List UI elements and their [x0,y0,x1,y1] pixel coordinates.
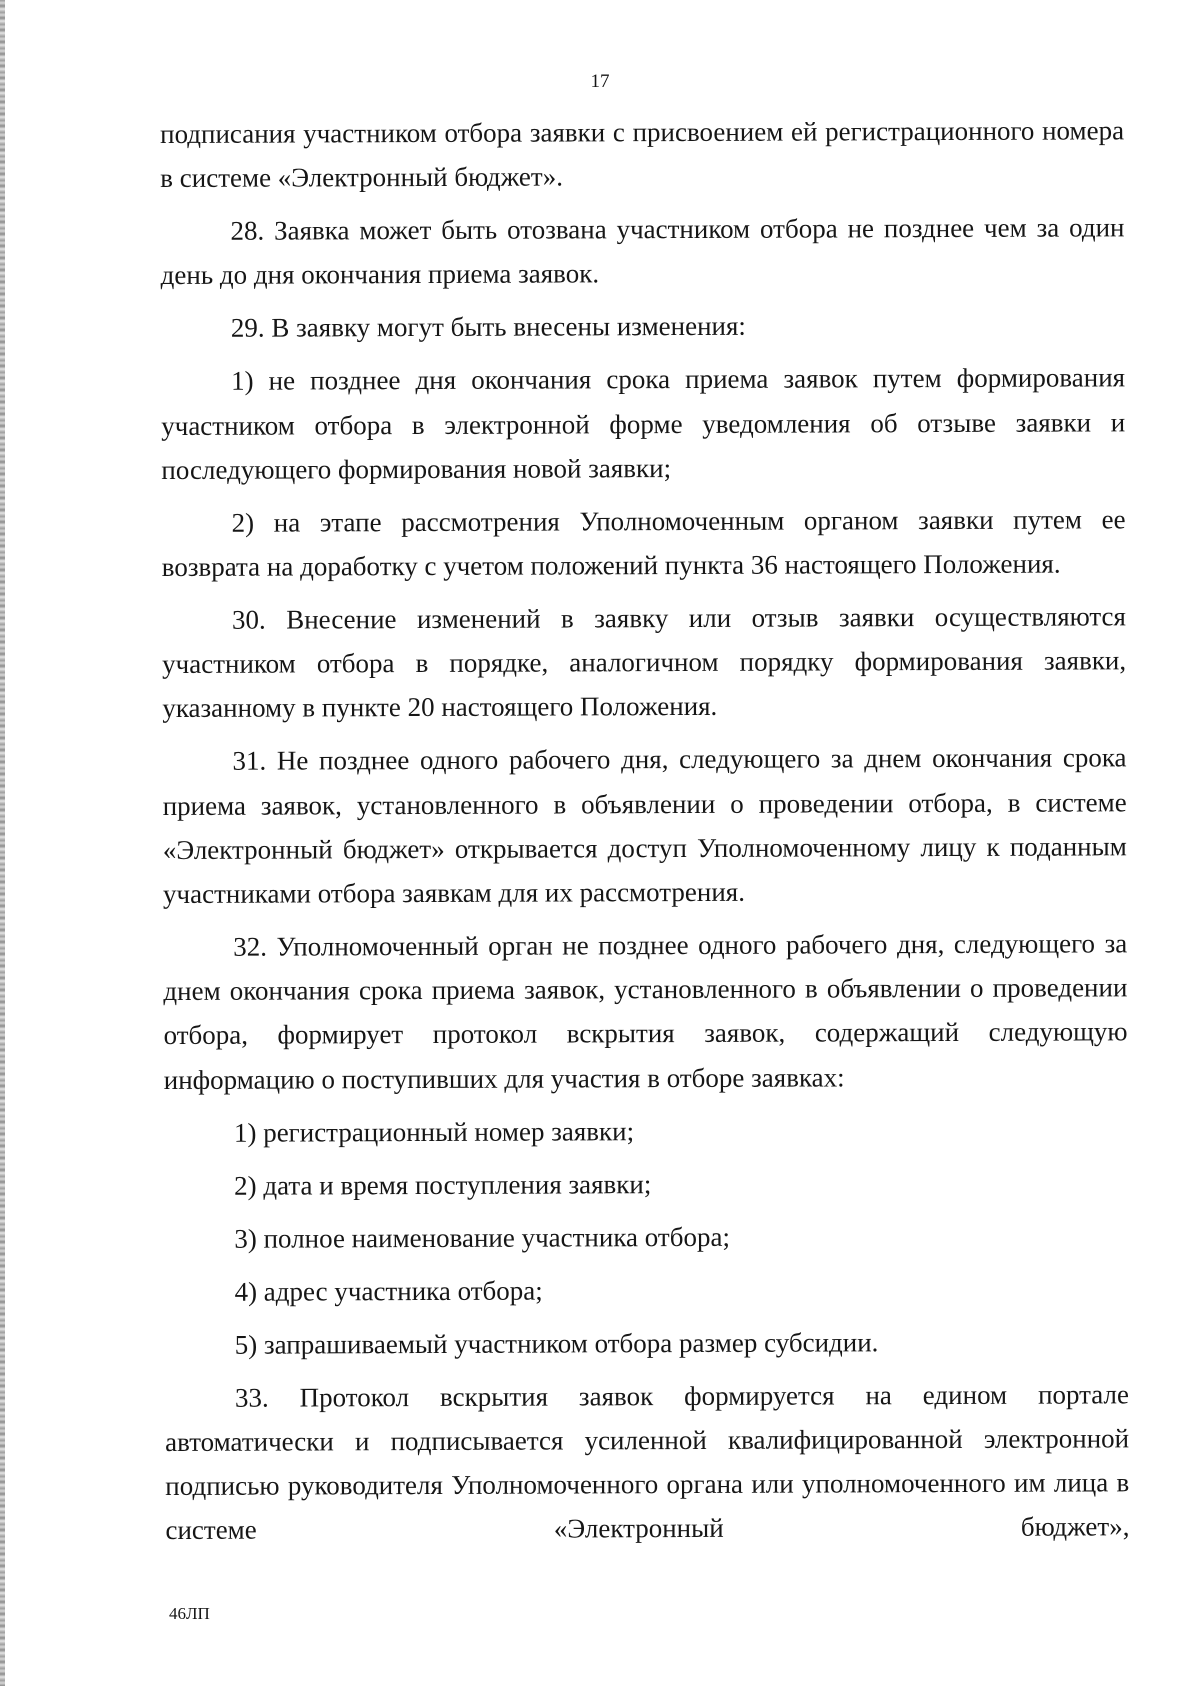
paragraph-32-item-3: 3) полное наименование участника отбора; [234,1221,730,1254]
paragraph-32-item-4: 4) адрес участника отбора; [234,1275,543,1307]
paragraph-32: 32. Уполномоченный орган не позднее одного рабочего дня, следующего за днем окончания срока приема заявок, установленного в объявлении о проведении отбора, формирует протокол вскрытия заявок, содержащий следующую информацию о поступивших для участия в отборе заявках: [163,928,1128,1095]
paragraph-32-item-2: 2) дата и время поступления заявки; [234,1168,652,1201]
paragraph-continuation: подписания участником отбора заявки с присвоением ей регистрационного номера в системе «Электронный бюджет». [160,115,1125,194]
paragraph-29-item-1: 1) не позднее дня окончания срока приема заявок путем формирования участником отбора в электронной форме уведомления об отзыве заявки и последующего формирования новой заявки; [161,362,1126,485]
paragraph-33: 33. Протокол вскрытия заявок формируется на едином портале автоматически и подписывается усиленной квалифицированной электронной подписью руководителя Уполномоченного органа или уполномоченного им лица в системе «Электронный бюджет», [165,1378,1130,1546]
paragraph-31: 31. Не позднее одного рабочего дня, следующего за днем окончания срока приема заявок, установленного в объявлении о проведении отбора, в системе «Электронный бюджет» открывается доступ Уполномоченному лицу к поданным участниками отбора заявкам для их рассмотрения. [162,742,1127,910]
page-number: 17 [590,71,610,92]
paragraph-28: 28. Заявка может быть отозвана участником отбора не позднее чем за один день до дня окончания приема заявок. [160,212,1125,291]
paragraph-29: 29. В заявку могут быть внесены изменения: [230,311,746,344]
scan-edge [0,0,5,1686]
footer-code: 46ЛП [169,1604,210,1623]
document-body [160,108,1130,1561]
paragraph-32-item-5: 5) запрашиваемый участником отбора размер субсидии. [234,1326,879,1360]
paragraph-30: 30. Внесение изменений в заявку или отзыв заявки осуществляются участником отбора в порядке, аналогичном порядку формирования заявки, указанному в пункте 20 настоящего Положения. [162,601,1127,724]
paragraph-32-item-1: 1) регистрационный номер заявки; [233,1115,635,1148]
paragraph-29-item-2: 2) на этапе рассмотрения Уполномоченным органом заявки путем ее возврата на доработку с учетом положений пункта 36 настоящего Положения. [161,504,1126,583]
